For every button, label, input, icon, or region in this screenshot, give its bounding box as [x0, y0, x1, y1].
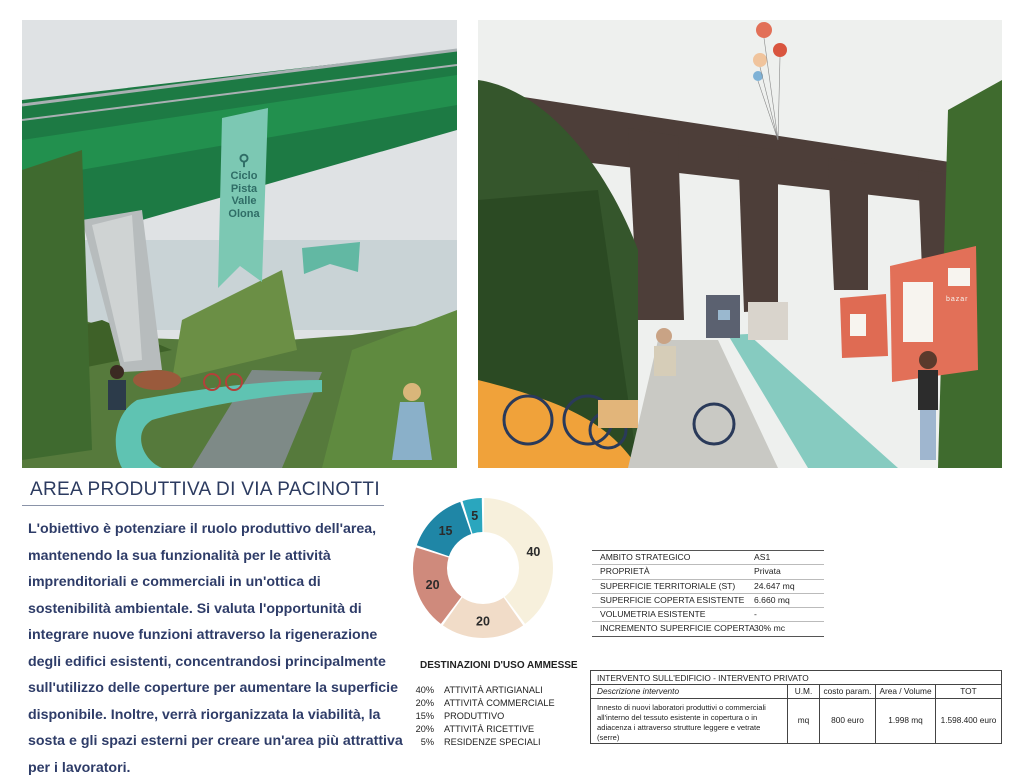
parameters-table	[592, 550, 824, 637]
destination-label: ATTIVITÀ ARTIGIANALI	[444, 685, 543, 695]
banner-line: Olona	[228, 207, 260, 220]
bicycle-icon: ⚲	[238, 152, 250, 169]
parameter-row	[592, 565, 824, 579]
parameter-value: 24.647 mq	[754, 580, 795, 591]
pavilion-mural-text: bazar	[946, 296, 969, 303]
header-total: TOT	[960, 686, 977, 696]
destinations-donut-chart	[408, 494, 558, 642]
header-cell-cost	[819, 684, 875, 698]
viaduct-illustration	[478, 20, 1002, 468]
parameter-value: 6.660 mq	[754, 594, 790, 605]
cycle-path-banner	[215, 152, 273, 262]
photo-viaduct	[478, 20, 1002, 468]
intervention-data-row	[591, 698, 1001, 743]
intervention-um: mq	[797, 715, 810, 725]
destination-label: ATTIVITÀ COMMERCIALE	[444, 698, 555, 708]
header-cell-description	[591, 684, 787, 698]
parameter-label: AMBITO STRATEGICO	[600, 552, 691, 562]
cell-area	[875, 698, 935, 743]
cell-cost	[819, 698, 875, 743]
intervention-title: INTERVENTO SULL'EDIFICIO - INTERVENTO PRIVATO	[597, 673, 809, 683]
intervention-description: Innesto di nuovi laboratori produttivi o commerciali all'interno del tessuto esistente in copertura o in adiacenza i attraverso strutture leggere e vetrate (serre)	[597, 703, 766, 742]
destination-label: ATTIVITÀ RICETTIVE	[444, 724, 535, 734]
section-title: AREA PRODUTTIVA DI VIA PACINOTTI	[30, 479, 380, 500]
parameter-row	[592, 580, 824, 594]
header-um: U.M.	[794, 686, 813, 696]
destination-row	[400, 737, 560, 750]
banner-line: Pista	[230, 182, 258, 195]
destination-pct: 20%	[415, 724, 434, 734]
cell-um	[787, 698, 819, 743]
destinations-heading: DESTINAZIONI D'USO AMMESSE	[420, 660, 578, 671]
banner-line: Ciclo	[230, 170, 258, 182]
description-text: L'obiettivo è potenziare il ruolo produttivo dell'area, mantenendo la sua funzionalità per le attività imprenditoriali e commerciali in un'ottica di sostenibilità ambientale. Si valuta l'opportunità di integrare nuove funzioni attraverso la rigenerazione degli edifici esistenti, concentrandosi principalmente sull'utilizzo delle coperture per aumentare la superficie disponibile. Inoltre, verrà riorganizzata la viabilità, la sosta e gli spazi esterni per creare un'area più attrattiva per i lavoratori.	[28, 521, 403, 776]
header-cell-area	[875, 684, 935, 698]
banner-line: Valle	[231, 195, 257, 207]
header-cell-total	[935, 684, 1001, 698]
donut-value-label: 20	[425, 577, 440, 592]
destination-pct: 5%	[420, 737, 434, 747]
header-description: Descrizione intervento	[597, 686, 680, 696]
parameter-value: Privata	[754, 566, 781, 577]
parameter-row	[592, 551, 824, 565]
parameter-label: SUPERFICIE COPERTA ESISTENTE	[600, 594, 745, 605]
destination-row	[400, 711, 560, 724]
parameter-row	[592, 594, 824, 608]
header-cell-um	[787, 684, 819, 698]
intervention-area: 1.998 mq	[888, 715, 923, 725]
parameter-value: -	[754, 609, 757, 620]
cell-total	[935, 698, 1001, 743]
donut-value-label: 5	[471, 509, 479, 524]
parameter-row	[592, 622, 824, 635]
photo-cycle-bridge	[22, 20, 457, 468]
intervention-header-row	[591, 684, 1001, 699]
parameter-label: SUPERFICIE TERRITORIALE (ST)	[600, 580, 736, 591]
title-divider	[22, 505, 384, 506]
header-cost: costo param.	[823, 686, 872, 696]
destination-pct: 15%	[415, 711, 434, 721]
donut-value-label: 20	[476, 614, 490, 629]
donut-value-label: 40	[526, 545, 541, 560]
destination-row	[400, 685, 560, 698]
parameter-label: VOLUMETRIA ESISTENTE	[600, 609, 706, 620]
destination-row	[400, 724, 560, 737]
destination-pct: 20%	[415, 698, 434, 708]
intervention-total: 1.598.400 euro	[940, 715, 997, 725]
parameter-value: 30% mc	[754, 623, 786, 634]
intervention-cost: 800 euro	[831, 715, 864, 725]
header-area: Area / Volume	[879, 686, 932, 696]
parameter-label: PROPRIETÀ	[600, 566, 650, 577]
destination-pct: 40%	[415, 685, 434, 695]
destination-row	[400, 698, 560, 711]
intervention-table	[590, 670, 1002, 744]
parameter-row	[592, 608, 824, 622]
destination-label: PRODUTTIVO	[444, 711, 505, 721]
donut-value-label: 15	[438, 524, 453, 539]
cell-description	[591, 698, 787, 743]
intervention-title-row	[591, 671, 1001, 685]
parameter-label: INCREMENTO SUPERFICIE COPERTA	[600, 623, 755, 634]
destination-label: RESIDENZE SPECIALI	[444, 737, 541, 747]
parameter-value: AS1	[754, 552, 771, 562]
